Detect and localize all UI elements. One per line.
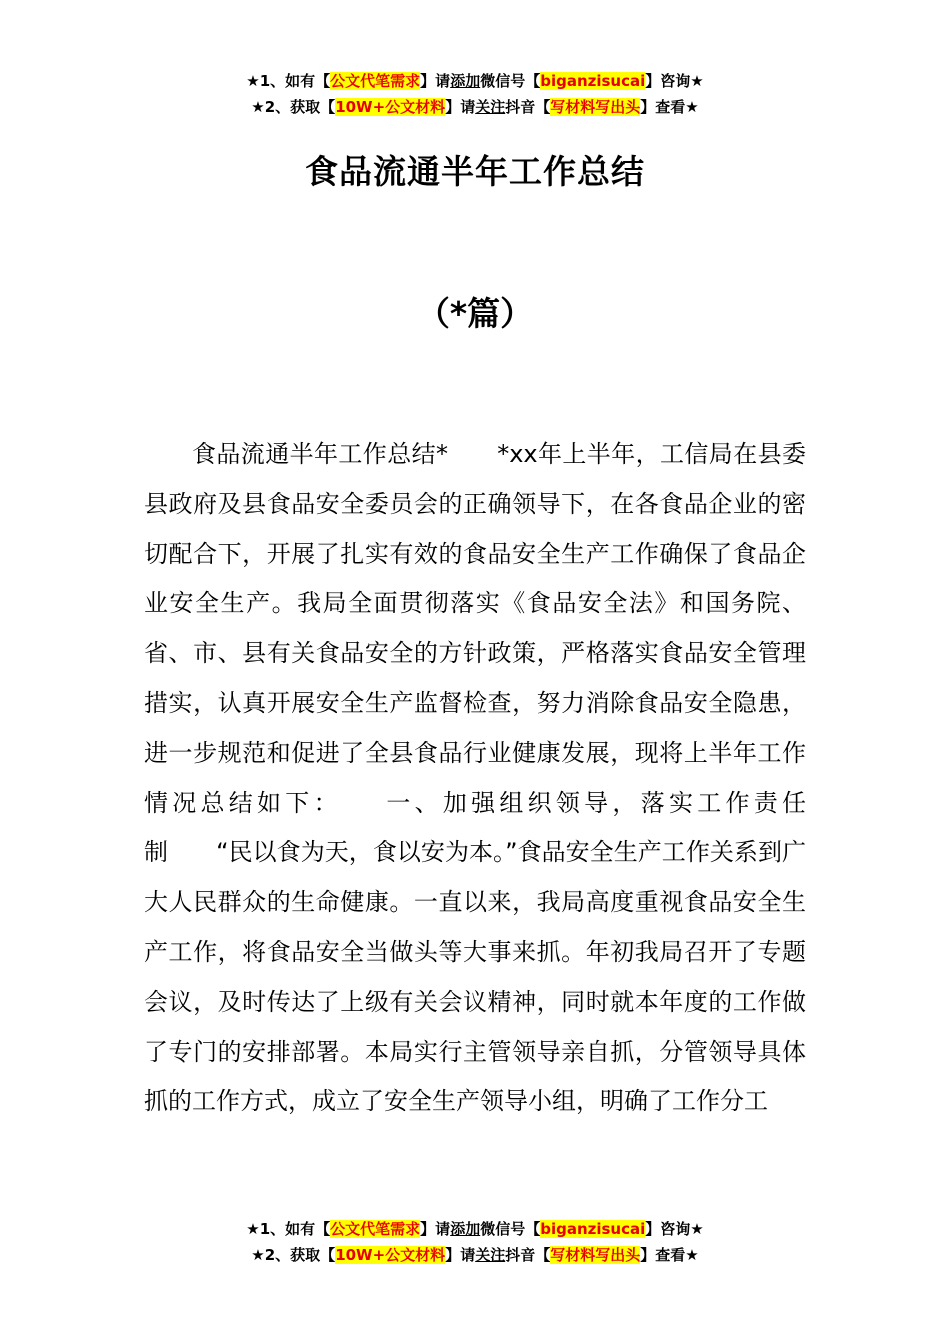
promo-highlight: 10W+公文材料 [335,1246,446,1264]
document-subtitle: （*篇） [416,294,534,333]
promo-highlight: biganzisucai [540,72,646,90]
promo-line-2 [0,1242,950,1268]
promo-highlight: biganzisucai [540,1220,646,1238]
promo-text: 】请 [420,72,451,90]
promo-text: 】查看★ [640,1246,699,1264]
promo-banner-top [0,68,950,120]
promo-text: 微信号【 [480,72,541,90]
promo-underline: 关注 [475,1246,506,1264]
promo-text: 】咨询★ [645,1220,704,1238]
document-title: 食品流通半年工作总结 [305,152,645,191]
promo-text: 】请 [445,1246,476,1264]
promo-text: 】咨询★ [645,72,704,90]
promo-highlight: 公文代笔需求 [330,1220,421,1238]
promo-text: 】请 [420,1220,451,1238]
promo-highlight: 写材料写出头 [550,98,641,116]
promo-highlight: 公文代笔需求 [330,72,421,90]
promo-line-1 [0,68,950,94]
promo-text: 抖音【 [505,98,551,116]
document-body: 食品流通半年工作总结* *xx年上半年，工信局在县委县政府及县食品安全委员会的正确领导下，在各食品企业的密切配合下，开展了扎实有效的食品安全生产工作确保了食品企业安全生产。我局全面贯彻落实《食品安全法》和国务院、省、市、县有关食品安全的方针政策，严格落实食品安全管理措实，认真开展安全生产监督检查，努力消除食品安全隐患，进一步规范和促进了全县食品行业健康发展，现将上半年工作情况总结如下： 一、加强组织领导，落实工作责任制 “民以食为天，食以安为本。”食品安全生产工作关系到广大人民群众的生命健康。一直以来，我局高度重视食品安全生产工作，将食品安全当做头等大事来抓。年初我局召开了专题会议，及时传达了上级有关会议精神，同时就本年度的工作做了专门的安排部署。本局实行主管领导亲自抓，分管领导具体抓的工作方式，成立了安全生产领导小组，明确了工作分工 [144,440,806,1116]
promo-banner-bottom [0,1216,950,1268]
promo-underline: 添加 [450,1220,481,1238]
promo-highlight: 写材料写出头 [550,1246,641,1264]
promo-text: ★1、如有【 [246,1220,331,1238]
promo-highlight: 10W+公文材料 [335,98,446,116]
promo-underline: 添加 [450,72,481,90]
promo-text: 】查看★ [640,98,699,116]
promo-text: 抖音【 [505,1246,551,1264]
promo-underline: 关注 [475,98,506,116]
promo-line-2 [0,94,950,120]
promo-line-1 [0,1216,950,1242]
promo-text: ★2、获取【 [251,98,336,116]
promo-text: ★2、获取【 [251,1246,336,1264]
promo-text: ★1、如有【 [246,72,331,90]
promo-text: 】请 [445,98,476,116]
promo-text: 微信号【 [480,1220,541,1238]
